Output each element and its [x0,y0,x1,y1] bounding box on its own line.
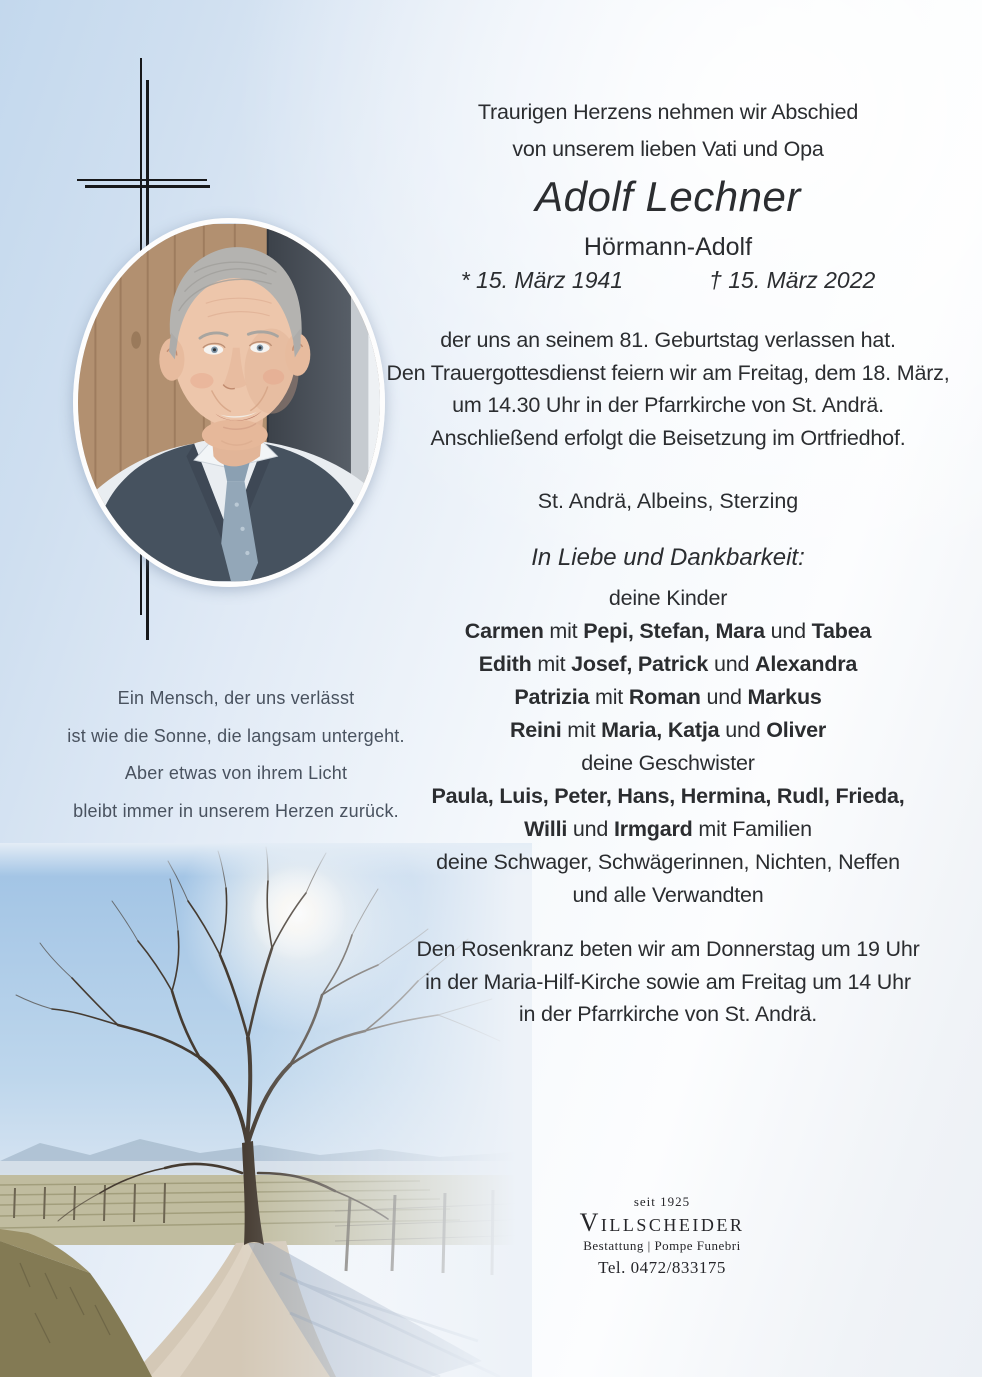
text-line: Patrizia mit Roman und Markus [514,685,822,709]
tree-landscape-photo [0,843,532,1377]
text-line: bleibt immer in unserem Herzen zurück. [73,800,399,821]
gratitude-heading: In Liebe und Dankbarkeit: [531,544,805,571]
text-line: Traurigen Herzens nehmen wir Abschied [477,100,859,124]
text-line: Willi und Irmgard mit Familien [524,817,812,841]
rosary-announcement [378,933,958,1031]
logo-phone: Tel. 0472/833175 [598,1258,726,1277]
text-line: in der Maria-Hilf-Kirche sowie am Freitag um 14 Uhr [425,969,911,994]
opening-lines [378,94,958,168]
text-line: Den Rosenkranz beten wir am Donnerstag um 19 Uhr [416,937,920,961]
text-line: Reini mit Maria, Katja und Oliver [509,718,827,742]
text-line: Paula, Luis, Peter, Hans, Hermina, Rudl, Frieda, [431,784,905,808]
places-line: St. Andrä, Albeins, Sterzing [537,489,799,513]
logo-since: seit 1925 [633,1194,691,1209]
text-line: von unserem lieben Vati und Opa [512,137,824,161]
text-line: deine Geschwister [581,751,755,775]
family-list [378,582,958,912]
cross-horizontal-thin [77,179,207,181]
text-line: der uns an seinem 81. Geburtstag verlassen hat. [440,328,896,352]
funeral-home-logo [552,1194,772,1278]
text-line: Den Trauergottesdienst feiern wir am Freitag, dem 18. März, [386,360,950,385]
death-date: † 15. März 2022 [709,267,876,293]
funeral-announcement [378,324,958,454]
birth-date: * 15. März 1941 [460,267,624,293]
logo-name: Villscheider [579,1208,745,1237]
text-line: Edith mit Josef, Patrick und Alexandra [478,652,858,676]
deceased-alias: Hörmann-Adolf [583,233,753,261]
text-line: deine Schwager, Schwägerinnen, Nichten, Neffen [436,850,900,874]
logo-subtitle: Bestattung | Pompe Funebri [583,1238,741,1253]
text-line: Ein Mensch, der uns verlässt [117,688,355,708]
text-line: Carmen mit Pepi, Stefan, Mara und Tabea [464,619,872,643]
text-line: in der Pfarrkirche von St. Andrä. [518,1002,818,1026]
text-line: und alle Verwandten [572,883,764,907]
text-line: Aber etwas von ihrem Licht [124,763,348,784]
portrait-photo [73,218,385,587]
text-line: deine Kinder [608,586,728,610]
cross-horizontal-thick [85,185,210,188]
text-line: um 14.30 Uhr in der Pfarrkirche von St. Andrä. [452,393,884,417]
life-dates [378,267,958,294]
text-line: Anschließend erfolgt die Beisetzung im Ortfriedhof. [430,425,906,450]
deceased-name: Adolf Lechner [535,173,801,220]
text-line: ist wie die Sonne, die langsam untergeht. [67,725,405,746]
